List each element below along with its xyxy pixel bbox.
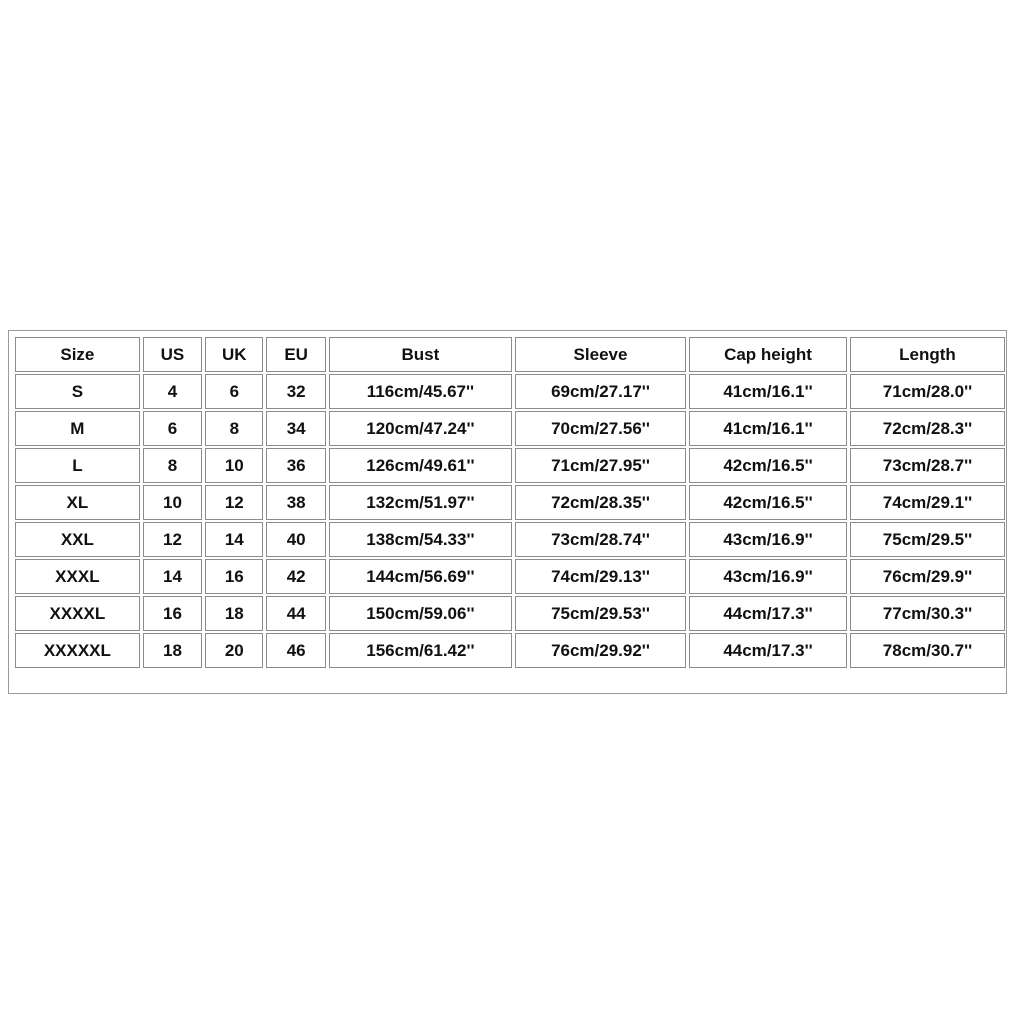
cell-uk: 12 — [205, 485, 263, 520]
table-row — [15, 559, 1005, 594]
table-row — [15, 411, 1005, 446]
cell-us: 16 — [143, 596, 202, 631]
cell-sleeve: 72cm/28.35'' — [515, 485, 686, 520]
cell-bust: 138cm/54.33'' — [329, 522, 512, 557]
cell-us: 10 — [143, 485, 202, 520]
cell-us: 18 — [143, 633, 202, 668]
size-chart-body — [15, 374, 1005, 668]
cell-bust: 150cm/59.06'' — [329, 596, 512, 631]
table-row — [15, 374, 1005, 409]
cell-size: S — [15, 374, 140, 409]
cell-sleeve: 70cm/27.56'' — [515, 411, 686, 446]
cell-eu: 44 — [266, 596, 325, 631]
cell-size: XXXL — [15, 559, 140, 594]
cell-uk: 20 — [205, 633, 263, 668]
cell-size: XL — [15, 485, 140, 520]
cell-sleeve: 76cm/29.92'' — [515, 633, 686, 668]
cell-eu: 34 — [266, 411, 325, 446]
size-chart — [8, 330, 1007, 694]
header-cell-sleeve: Sleeve — [515, 337, 686, 372]
cell-cap-height: 43cm/16.9'' — [689, 522, 847, 557]
cell-length: 76cm/29.9'' — [850, 559, 1005, 594]
cell-us: 8 — [143, 448, 202, 483]
cell-cap-height: 44cm/17.3'' — [689, 596, 847, 631]
header-row — [15, 337, 1005, 372]
cell-length: 73cm/28.7'' — [850, 448, 1005, 483]
cell-eu: 32 — [266, 374, 325, 409]
cell-sleeve: 69cm/27.17'' — [515, 374, 686, 409]
cell-bust: 120cm/47.24'' — [329, 411, 512, 446]
cell-length: 71cm/28.0'' — [850, 374, 1005, 409]
table-row — [15, 522, 1005, 557]
cell-eu: 42 — [266, 559, 325, 594]
cell-sleeve: 74cm/29.13'' — [515, 559, 686, 594]
cell-length: 78cm/30.7'' — [850, 633, 1005, 668]
cell-cap-height: 41cm/16.1'' — [689, 374, 847, 409]
cell-length: 72cm/28.3'' — [850, 411, 1005, 446]
table-row — [15, 485, 1005, 520]
cell-sleeve: 73cm/28.74'' — [515, 522, 686, 557]
header-cell-length: Length — [850, 337, 1005, 372]
header-cell-cap-height: Cap height — [689, 337, 847, 372]
cell-eu: 46 — [266, 633, 325, 668]
cell-length: 74cm/29.1'' — [850, 485, 1005, 520]
cell-eu: 38 — [266, 485, 325, 520]
cell-eu: 36 — [266, 448, 325, 483]
cell-us: 6 — [143, 411, 202, 446]
cell-cap-height: 42cm/16.5'' — [689, 448, 847, 483]
cell-sleeve: 75cm/29.53'' — [515, 596, 686, 631]
cell-size: XXXXXL — [15, 633, 140, 668]
cell-us: 4 — [143, 374, 202, 409]
header-cell-eu: EU — [266, 337, 325, 372]
header-cell-bust: Bust — [329, 337, 512, 372]
cell-size: M — [15, 411, 140, 446]
cell-cap-height: 42cm/16.5'' — [689, 485, 847, 520]
cell-cap-height: 44cm/17.3'' — [689, 633, 847, 668]
cell-length: 77cm/30.3'' — [850, 596, 1005, 631]
cell-us: 12 — [143, 522, 202, 557]
cell-bust: 116cm/45.67'' — [329, 374, 512, 409]
cell-cap-height: 43cm/16.9'' — [689, 559, 847, 594]
table-row — [15, 448, 1005, 483]
cell-uk: 18 — [205, 596, 263, 631]
cell-bust: 144cm/56.69'' — [329, 559, 512, 594]
cell-us: 14 — [143, 559, 202, 594]
cell-uk: 6 — [205, 374, 263, 409]
header-cell-size: Size — [15, 337, 140, 372]
cell-length: 75cm/29.5'' — [850, 522, 1005, 557]
cell-size: XXL — [15, 522, 140, 557]
cell-bust: 126cm/49.61'' — [329, 448, 512, 483]
cell-bust: 132cm/51.97'' — [329, 485, 512, 520]
cell-uk: 14 — [205, 522, 263, 557]
cell-eu: 40 — [266, 522, 325, 557]
cell-uk: 8 — [205, 411, 263, 446]
cell-bust: 156cm/61.42'' — [329, 633, 512, 668]
header-cell-us: US — [143, 337, 202, 372]
cell-uk: 16 — [205, 559, 263, 594]
cell-uk: 10 — [205, 448, 263, 483]
header-cell-uk: UK — [205, 337, 263, 372]
cell-size: XXXXL — [15, 596, 140, 631]
cell-cap-height: 41cm/16.1'' — [689, 411, 847, 446]
cell-sleeve: 71cm/27.95'' — [515, 448, 686, 483]
size-chart-table — [12, 335, 1008, 670]
table-row — [15, 596, 1005, 631]
table-row — [15, 633, 1005, 668]
cell-size: L — [15, 448, 140, 483]
